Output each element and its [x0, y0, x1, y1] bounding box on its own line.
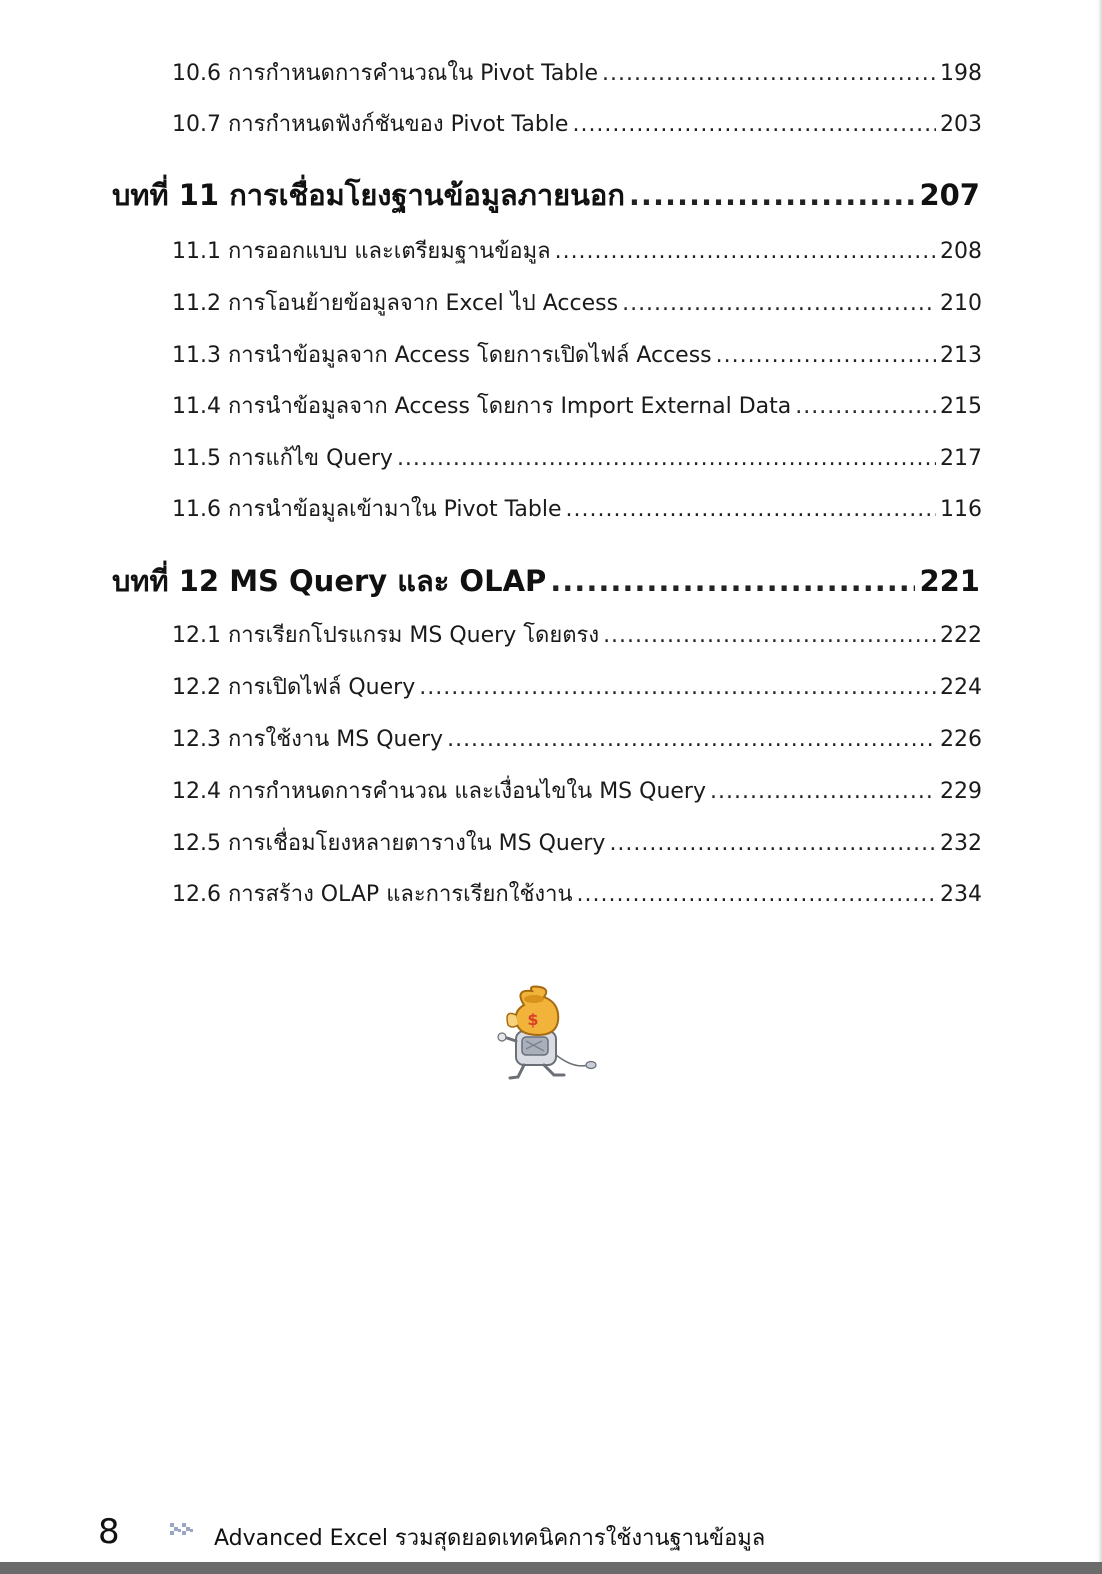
toc-entry-label: 12.6 การสร้าง OLAP และการเรียกใช้งาน	[172, 882, 573, 907]
page-number: 8	[98, 1512, 120, 1552]
dot-leader	[572, 112, 936, 137]
toc-entry-page: 234	[940, 882, 982, 907]
toc-entry-page: 210	[940, 291, 982, 316]
page-edge-shadow	[1098, 0, 1102, 1574]
dot-leader	[622, 291, 936, 316]
toc-entry-page: 208	[940, 239, 982, 264]
toc-entry-label: 12.5 การเชื่อมโยงหลายตารางใน MS Query	[172, 831, 606, 856]
toc-entry-label: 11.3 การนำข้อมูลจาก Access โดยการเปิดไฟล์ Access	[172, 343, 712, 368]
toc-entry-page: 226	[940, 727, 982, 752]
toc-chapter-12[interactable]	[112, 558, 980, 600]
dot-leader	[419, 675, 936, 700]
toc-entry-10-6[interactable]	[172, 55, 982, 89]
dot-leader	[603, 623, 936, 648]
toc-entry-12-2[interactable]	[172, 669, 982, 703]
toc-entry-label: 10.6 การกำหนดการคำนวณใน Pivot Table	[172, 61, 598, 86]
toc-entry-page: 198	[940, 61, 982, 86]
toc-entry-11-6[interactable]	[172, 491, 982, 525]
toc-chapter-label: บทที่ 11 การเชื่อมโยงฐานข้อมูลภายนอก	[112, 178, 625, 212]
toc-entry-12-1[interactable]	[172, 617, 982, 651]
toc-chapter-11[interactable]	[112, 172, 980, 214]
toc-entry-label: 12.3 การใช้งาน MS Query	[172, 727, 444, 752]
toc-chapter-label: บทที่ 12 MS Query และ OLAP	[112, 564, 547, 598]
toc-entry-12-5[interactable]	[172, 825, 982, 859]
toc-entry-label: 11.5 การแก้ไข Query	[172, 446, 393, 471]
toc-entry-page: 222	[940, 623, 982, 648]
toc-entry-label: 10.7 การกำหนดฟังก์ชันของ Pivot Table	[172, 112, 569, 137]
toc-entry-11-1[interactable]	[172, 233, 982, 267]
toc-chapter-page: 221	[919, 564, 980, 598]
toc-entry-label: 12.4 การกำหนดการคำนวณ และเงื่อนไขใน MS Query	[172, 779, 706, 804]
toc-entry-11-3[interactable]	[172, 337, 982, 371]
dot-leader	[795, 394, 936, 419]
dot-leader	[710, 779, 936, 804]
book-title: Advanced Excel รวมสุดยอดเทคนิคการใช้งานฐานข้อมูล	[214, 1526, 766, 1551]
toc-chapter-page: 207	[919, 178, 980, 212]
toc-entry-page: 229	[940, 779, 982, 804]
toc-entry-page: 116	[940, 497, 982, 522]
dot-leader	[629, 178, 916, 212]
svg-text:$: $	[527, 1010, 539, 1029]
toc-entry-page: 203	[940, 112, 982, 137]
dot-leader	[447, 727, 936, 752]
dot-leader	[609, 831, 936, 856]
dot-leader	[550, 564, 915, 598]
dot-leader	[577, 882, 936, 907]
toc-entry-label: 11.1 การออกแบบ และเตรียมฐานข้อมูล	[172, 239, 551, 264]
toc-entry-11-4[interactable]	[172, 388, 982, 422]
dot-leader	[566, 497, 936, 522]
toc-entry-11-5[interactable]	[172, 440, 982, 474]
toc-entry-label: 12.1 การเรียกโปรแกรม MS Query โดยตรง	[172, 623, 600, 648]
toc-entry-page: 232	[940, 831, 982, 856]
toc-entry-page: 213	[940, 343, 982, 368]
toc-entry-11-2[interactable]	[172, 285, 982, 319]
bottom-border-bar	[0, 1562, 1102, 1574]
toc-entry-page: 217	[940, 446, 982, 471]
toc-entry-12-3[interactable]	[172, 721, 982, 755]
money-bag-mascot-illustration	[494, 985, 600, 1081]
double-chevron-icon	[168, 1520, 200, 1542]
toc-entry-label: 11.6 การนำข้อมูลเข้ามาใน Pivot Table	[172, 497, 562, 522]
toc-entry-page: 224	[940, 675, 982, 700]
toc-entry-label: 11.2 การโอนย้ายข้อมูลจาก Excel ไป Access	[172, 291, 619, 316]
dot-leader	[397, 446, 936, 471]
dot-leader	[602, 61, 936, 86]
dot-leader	[716, 343, 936, 368]
toc-entry-12-6[interactable]	[172, 876, 982, 910]
toc-entry-page: 215	[940, 394, 982, 419]
toc-entry-label: 11.4 การนำข้อมูลจาก Access โดยการ Import External Data	[172, 394, 792, 419]
toc-entry-10-7[interactable]	[172, 106, 982, 140]
dot-leader	[555, 239, 936, 264]
toc-entry-label: 12.2 การเปิดไฟล์ Query	[172, 675, 416, 700]
toc-entry-12-4[interactable]	[172, 773, 982, 807]
